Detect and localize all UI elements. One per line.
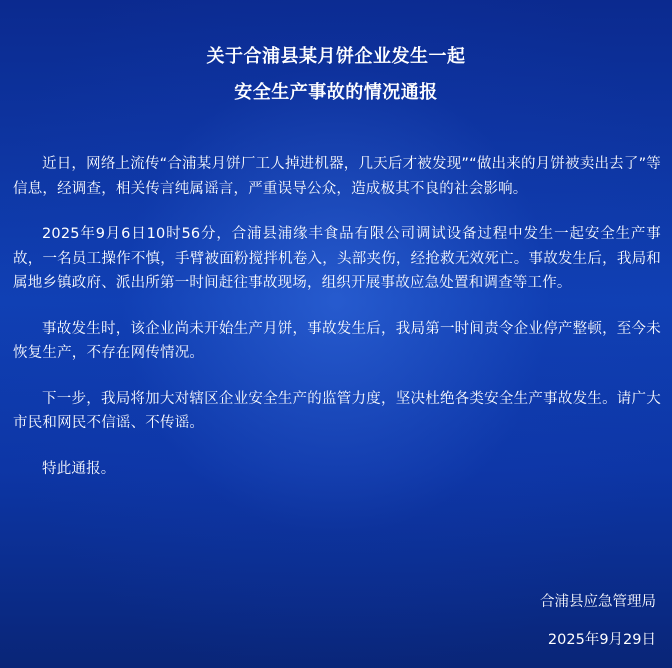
notice-date: 2025年9月29日 [547,632,656,648]
paragraph-accident: 2025年9月6日10时56分，合浦县浦缘丰食品有限公司调试设备过程中发生一起安全生产事故，一名员工操作不慎，手臂被面粉搅拌机卷入，头部夹伤，经抢救无效死亡。事故发生后，我局和属地乡镇政府、派出所第一时间赶往事故现场，组织开展事故应急处置和调查等工作。 [13,226,661,291]
notice-title-line1: 关于合浦县某月饼企业发生一起 [206,46,466,67]
paragraph-next-steps: 下一步，我局将加大对辖区企业安全生产的监管力度，坚决杜绝各类安全生产事故发生。请广大市民和网民不信谣、不传谣。 [13,390,661,431]
signature: 合浦县应急管理局 [540,594,656,610]
paragraph-closing: 特此通报。 [42,460,116,477]
notice-title-line2: 安全生产事故的情况通报 [234,82,438,103]
notice-body [13,152,661,481]
paragraph-production-status: 事故发生时，该企业尚未开始生产月饼，事故发生后，我局第一时间责令企业停产整顿，至今未恢复生产，不存在网传情况。 [13,320,661,361]
paragraph-rumor: 近日，网络上流传“合浦某月饼厂工人掉进机器，几天后才被发现”“做出来的月饼被卖出去了”等信息，经调查，相关传言纯属谣言，严重误导公众，造成极其不良的社会影响。 [13,156,661,197]
